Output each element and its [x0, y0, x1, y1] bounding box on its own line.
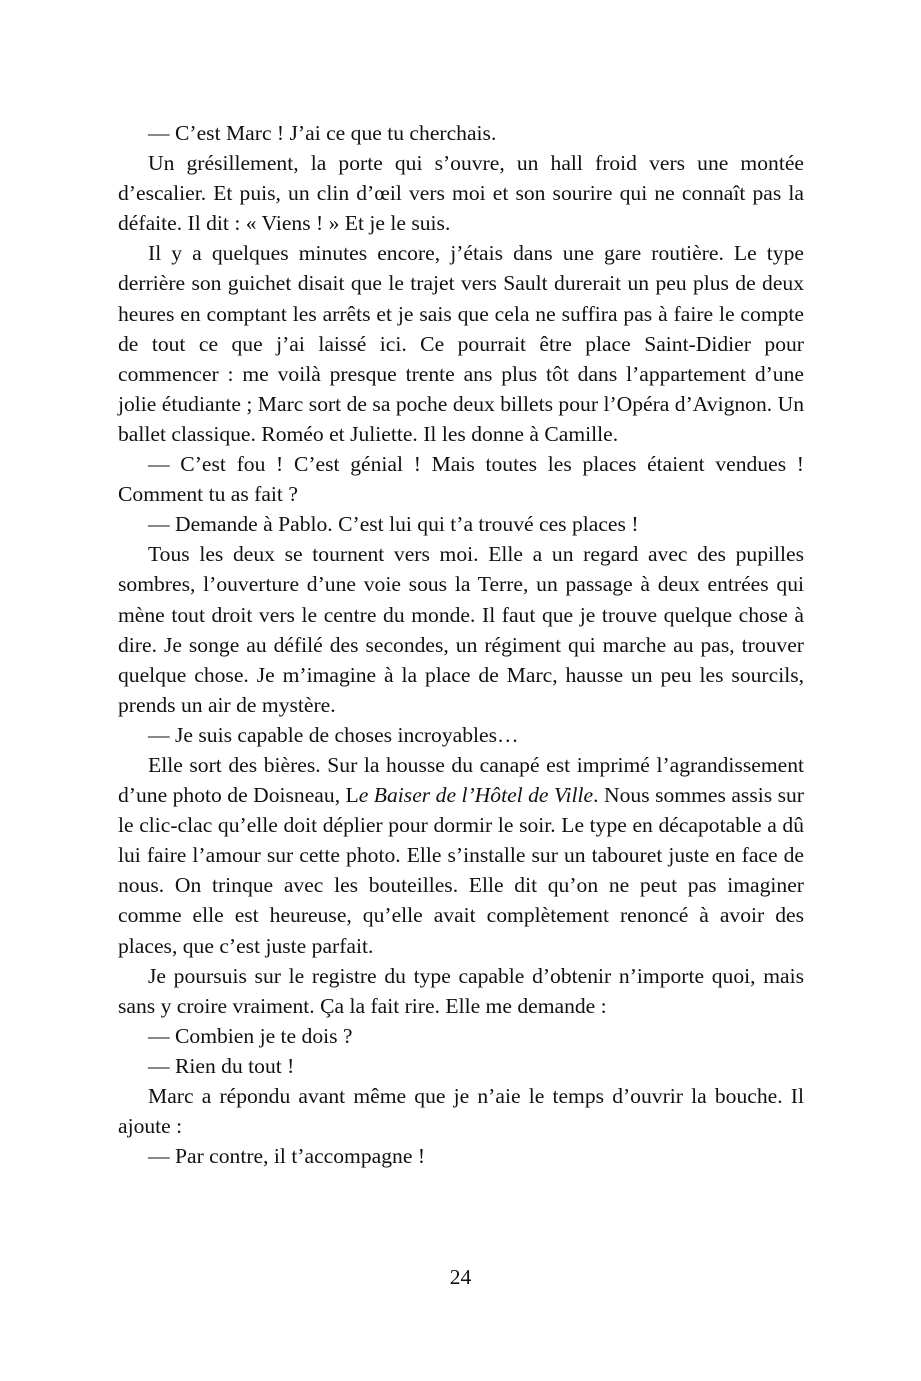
paragraph-with-title [118, 750, 804, 961]
paragraph: Tous les deux se tournent vers moi. Elle a un regard avec des pupilles sombres, l’ouverture d’une voie sous la Terre, un passage à deux entrées qui mène tout droit vers le centre du monde. Il faut que je trouve quelque chose à dire. Je songe au défilé des secondes, un régiment qui marche au pas, trouver quelque chose. Je m’imagine à la place de Marc, hausse un peu les sourcils, prends un air de mystère. [118, 542, 804, 717]
paragraph-text: . Nous sommes assis sur le clic-clac qu’elle doit déplier pour dormir le soir. Le type en décapotable a dû lui faire l’amour sur cette photo. Elle s’installe sur un tabouret juste en face de nous. On trinque avec les bouteilles. Elle dit qu’on ne peut pas imaginer comme elle est heureuse, qu’elle avait complètement renoncé à avoir des places, que c’est juste parfait. [118, 783, 804, 958]
page-number: 24 [449, 1265, 472, 1289]
paragraph-dialogue: — Demande à Pablo. C’est lui qui t’a trouvé ces places ! [148, 512, 639, 537]
paragraph-dialogue: — Je suis capable de choses incroyables… [148, 722, 519, 747]
body-text [118, 118, 804, 1171]
paragraph-dialogue: — Rien du tout ! [148, 1053, 295, 1078]
paragraph: Il y a quelques minutes encore, j’étais dans une gare routière. Le type derrière son guichet disait que le trajet vers Sault durerait un peu plus de deux heures en comptant les arrêts et je sais que cela ne suffira pas à faire le compte de tout ce que j’ai laissé ici. Ce pourrait être place Saint-Didier pour commencer : me voilà presque trente ans plus tôt dans l’appartement d’une jolie étudiante ; Marc sort de sa poche deux billets pour l’Opéra d’Avignon. Un ballet classique. Roméo et Juliette. Il les donne à Camille. [118, 241, 804, 446]
paragraph: Un grésillement, la porte qui s’ouvre, un hall froid vers une montée d’escalier. Et puis, un clin d’œil vers moi et son sourire qui ne connaît pas la défaite. Il dit : « Viens ! » Et je le suis. [118, 151, 804, 236]
paragraph-dialogue: — Combien je te dois ? [148, 1023, 353, 1048]
paragraph-dialogue: — Par contre, il t’accompagne ! [148, 1144, 426, 1169]
artwork-title: e Baiser de l’Hôtel de Ville [358, 783, 594, 808]
paragraph-text: Elle sort des bières. Sur la housse du canapé est imprimé l’agrandissement d’une photo de Doisneau, L [118, 752, 804, 808]
paragraph-dialogue: — C’est Marc ! J’ai ce que tu cherchais. [148, 121, 497, 145]
paragraph-dialogue: — C’est fou ! C’est génial ! Mais toutes les places étaient vendues ! Comment tu as fait ? [118, 452, 804, 507]
paragraph: Marc a répondu avant même que je n’aie le temps d’ouvrir la bouche. Il ajoute : [118, 1084, 804, 1139]
paragraph: Je poursuis sur le registre du type capable d’obtenir n’importe quoi, mais sans y croire vraiment. Ça la fait rire. Elle me demande : [118, 963, 804, 1018]
